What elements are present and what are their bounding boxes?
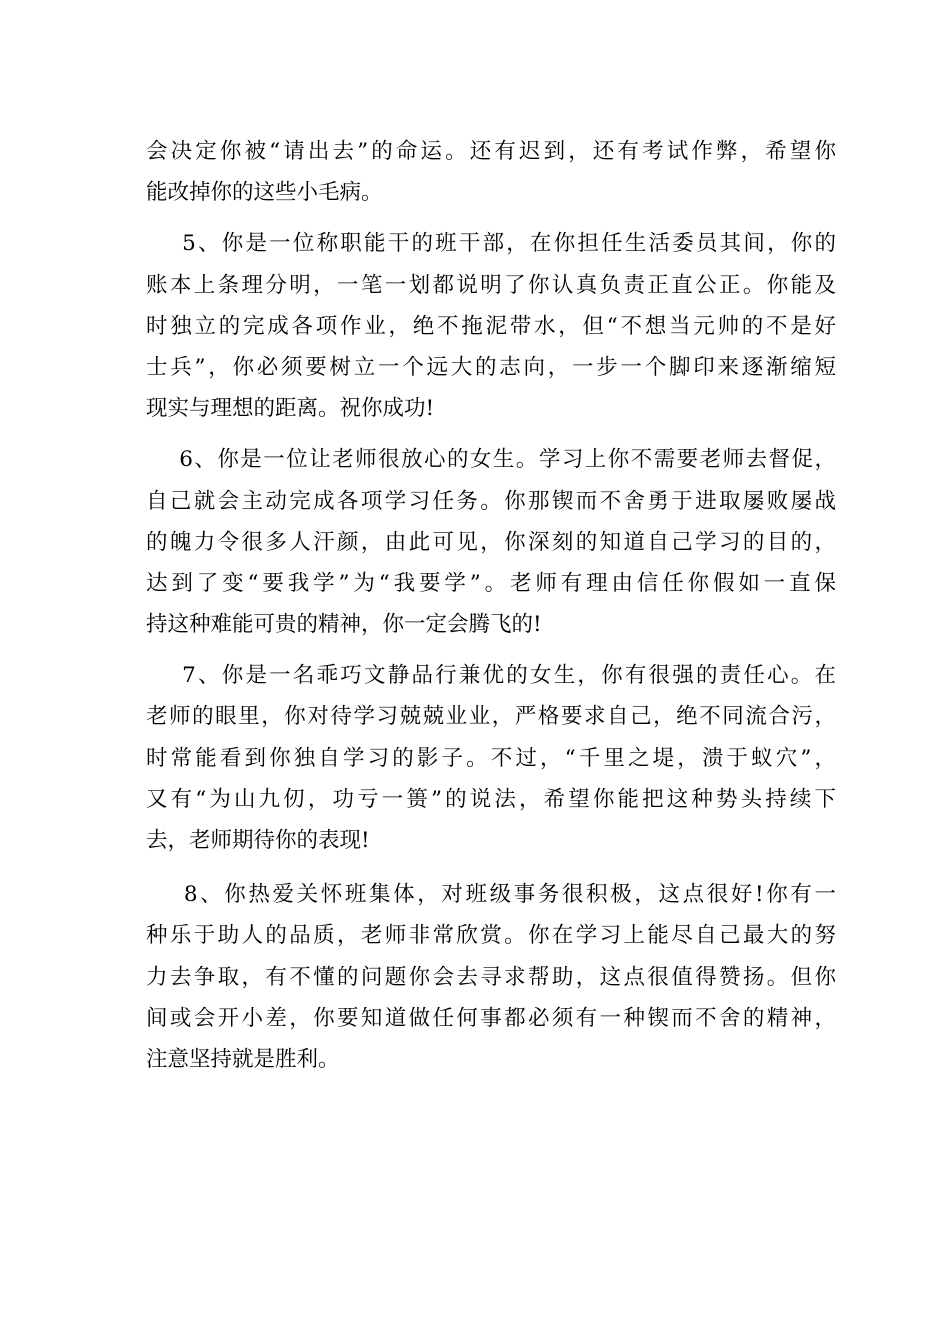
paragraph-7	[146, 655, 836, 861]
paragraph-5	[146, 223, 836, 429]
text-line: 时独立的完成各项作业，绝不拖泥带水，但“不想当元帅的不是好	[146, 313, 836, 339]
text-line: 老师的眼里，你对待学习兢兢业业，严格要求自己，绝不同流合污，	[146, 704, 836, 730]
text-line: 8、你热爱关怀班集体，对班级事务很积极，这点很好!你有一	[146, 882, 836, 908]
paragraph-6	[146, 439, 836, 645]
paragraph-8	[146, 874, 836, 1080]
text-line: 达到了变“要我学”为“我要学”。老师有理由信任你假如一直保	[146, 570, 836, 596]
text-line: 现实与理想的距离。祝你成功!	[146, 396, 435, 422]
text-line: 种乐于助人的品质，老师非常欣赏。你在学习上能尽自己最大的努	[146, 923, 836, 949]
text-line: 士兵”，你必须要树立一个远大的志向，一步一个脚印来逐渐缩短	[146, 354, 836, 380]
text-line: 能改掉你的这些小毛病。	[146, 180, 383, 206]
text-line: 7、你是一名乖巧文静品行兼优的女生，你有很强的责任心。在	[146, 663, 836, 689]
text-line: 持这种难能可贵的精神，你一定会腾飞的!	[146, 612, 542, 638]
text-line: 时常能看到你独自学习的影子。不过，“千里之堤，溃于蚁穴”，	[146, 745, 836, 771]
text-line: 注意坚持就是胜利。	[146, 1046, 340, 1072]
text-line: 去，老师期待你的表现!	[146, 828, 370, 853]
text-line: 间或会开小差，你要知道做任何事都必须有一种锲而不舍的精神，	[146, 1005, 836, 1031]
text-line: 的魄力令很多人汗颜，由此可见，你深刻的知道自己学习的目的，	[146, 529, 836, 555]
text-line: 账本上条理分明，一笔一划都说明了你认真负责正直公正。你能及	[146, 272, 836, 298]
text-line: 6、你是一位让老师很放心的女生。学习上你不需要老师去督促，	[146, 447, 836, 473]
text-line: 又有“为山九仞，功亏一篑”的说法，希望你能把这种势头持续下	[146, 786, 836, 812]
text-line: 力去争取，有不懂的问题你会去寻求帮助，这点很值得赞扬。但你	[146, 964, 836, 990]
document-body	[146, 131, 836, 1080]
paragraph-continuation	[146, 131, 836, 213]
text-line: 5、你是一位称职能干的班干部，在你担任生活委员其间，你的	[146, 231, 836, 257]
text-line: 会决定你被“请出去”的命运。还有迟到，还有考试作弊，希望你	[146, 139, 836, 164]
text-line: 自己就会主动完成各项学习任务。你那锲而不舍勇于进取屡败屡战	[146, 488, 836, 514]
